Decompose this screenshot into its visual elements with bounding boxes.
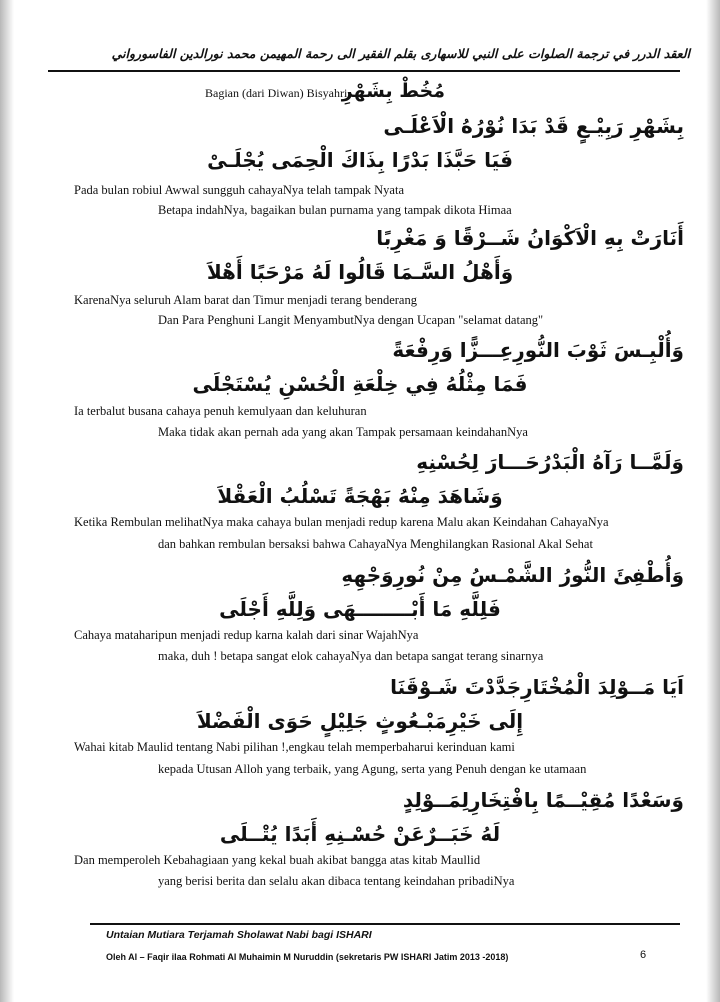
verse-arabic-line-2: وَأَهْلُ السَّـمَا قَالُوا لَهُ مَرْحَبًا أَهْلاَ [206, 260, 514, 284]
verse-arabic-line-1: وَسَعْدًا مُقِيْــمًا بِافْتِخَارِلِمَــوْلِدٍ [402, 788, 684, 812]
verse-translation-line-1: Dan memperoleh Kebahagiaan yang kekal buah akibat bangga atas kitab Maullid [74, 853, 481, 867]
subtitle-arabic: مُخُطْ بِشَهْرِ [341, 80, 445, 102]
verse-translation-line-1: Ia terbalut busana cahaya penuh kemulyaan dan keluhuran [74, 404, 367, 418]
verse-translation-line-2: kepada Utusan Alloh yang terbaik, yang Agung, serta yang Penuh dengan ke utamaan [158, 762, 587, 776]
section-subtitle [205, 80, 445, 108]
verse-translation-line-2: maka, duh ! betapa sangat elok cahayaNya dan betapa sangat terang sinarnya [158, 649, 544, 663]
verse-arabic-line-1: وَلَمَّــا رَآهُ الْبَدْرُحَـــارَ لِحُسْنِهِ [416, 450, 684, 474]
page-number: 6 [640, 949, 647, 961]
verse-translation-line-2: yang berisi berita dan selalu akan dibaca tentang keindahan pribadiNya [158, 874, 515, 888]
header-divider [48, 70, 680, 72]
verse-translation-line-1: Wahai kitab Maulid tentang Nabi pilihan !,engkau telah memperbaharui kerinduan kami [74, 740, 515, 754]
verse-arabic-line-1: بِشَهْرِ رَبِيْـعٍ قَدْ بَدَا نُوْرُهُ الْاَعْلَـى [383, 114, 684, 138]
verse-arabic-line-2: وَشَاهَدَ مِنْهُ بَهْجَةً تَسْلُبُ الْعَقْلاَ [217, 484, 503, 508]
verse-arabic-line-1: أَنَارَتْ بِهِ الْاَكْوَانُ شَــرْقًا وَ مَغْرِبًا [376, 226, 684, 250]
verse-arabic-line-2: فَلِلَّهِ مَا أَبْــــــــهَى وَلِلَّهِ أَجْلَى [219, 597, 501, 621]
subtitle-latin: Bagian (dari Diwan) Bisyahri [205, 86, 348, 100]
verse-translation-line-1: Cahaya mataharipun menjadi redup karna kalah dari sinar WajahNya [74, 628, 419, 642]
verse-arabic-line-1: اَيَا مَــوْلِدَ الْمُخْتَارِجَدَّدْتَ شَـوْقَنَا [390, 675, 684, 699]
verse-arabic-line-1: وَأُلْبِـسَ ثَوْبَ النُّورِعِـــزًّا وَرِفْعَةً [392, 338, 684, 362]
header-title: العقد الدرر في ترجمة الصلوات على النبي للاسهارى بقلم الفقير الى رحمة المهيمن محمد نورالدين الفاسورواني [111, 46, 690, 61]
verse-translation-line-2: Betapa indahNya, bagaikan bulan purnama yang tampak dikota Himaa [158, 203, 512, 217]
footer-divider [90, 923, 680, 925]
footer-series-title: Untaian Mutiara Terjamah Sholawat Nabi bagi ISHARI [106, 929, 372, 941]
verse-arabic-line-1: وَأُطْفِئَ النُّورُ الشَّمْـسُ مِنْ نُورِوَجْهِهِ [341, 563, 684, 587]
verse-arabic-line-2: لَهُ خَبَــرٌعَنْ حُسْـنِهِ أَبَدًا يُتْــلَى [219, 822, 501, 846]
footer-author: Oleh Al – Faqir ilaa Rohmati Al Muhaimin M Nuruddin (sekretaris PW ISHARI Jatim 2013 -2018) [106, 952, 509, 962]
verse-translation-line-2: dan bahkan rembulan bersaksi bahwa CahayaNya Menghilangkan Rasional Akal Sehat [158, 537, 593, 551]
verse-translation-line-2: Maka tidak akan pernah ada yang akan Tampak persamaan keindahanNya [158, 425, 528, 439]
verse-translation-line-2: Dan Para Penghuni Langit MenyambutNya dengan Ucapan "selamat datang" [158, 313, 544, 327]
verse-arabic-line-2: فَيَا حَبَّذَا بَدْرًا بِذَاكَ الْحِمَى يُجْلَـىْ [207, 148, 513, 172]
verse-arabic-line-2: فَمَا مِثْلُهُ فِي خِلْعَةِ الْحُسْنِ يُسْتَجْلَى [192, 372, 528, 396]
verse-arabic-line-2: إِلَى خَيْرِمَبْـعُوثٍ جَلِيْلٍ حَوَى الْفَضْلاَ [196, 709, 524, 733]
verse-translation-line-1: Ketika Rembulan melihatNya maka cahaya bulan menjadi redup karena Malu akan Keindahan CahayaNya [74, 515, 609, 529]
verse-translation-line-1: KarenaNya seluruh Alam barat dan Timur menjadi terang benderang [74, 293, 417, 307]
verse-translation-line-1: Pada bulan robiul Awwal sungguh cahayaNya telah tampak Nyata [74, 183, 405, 197]
